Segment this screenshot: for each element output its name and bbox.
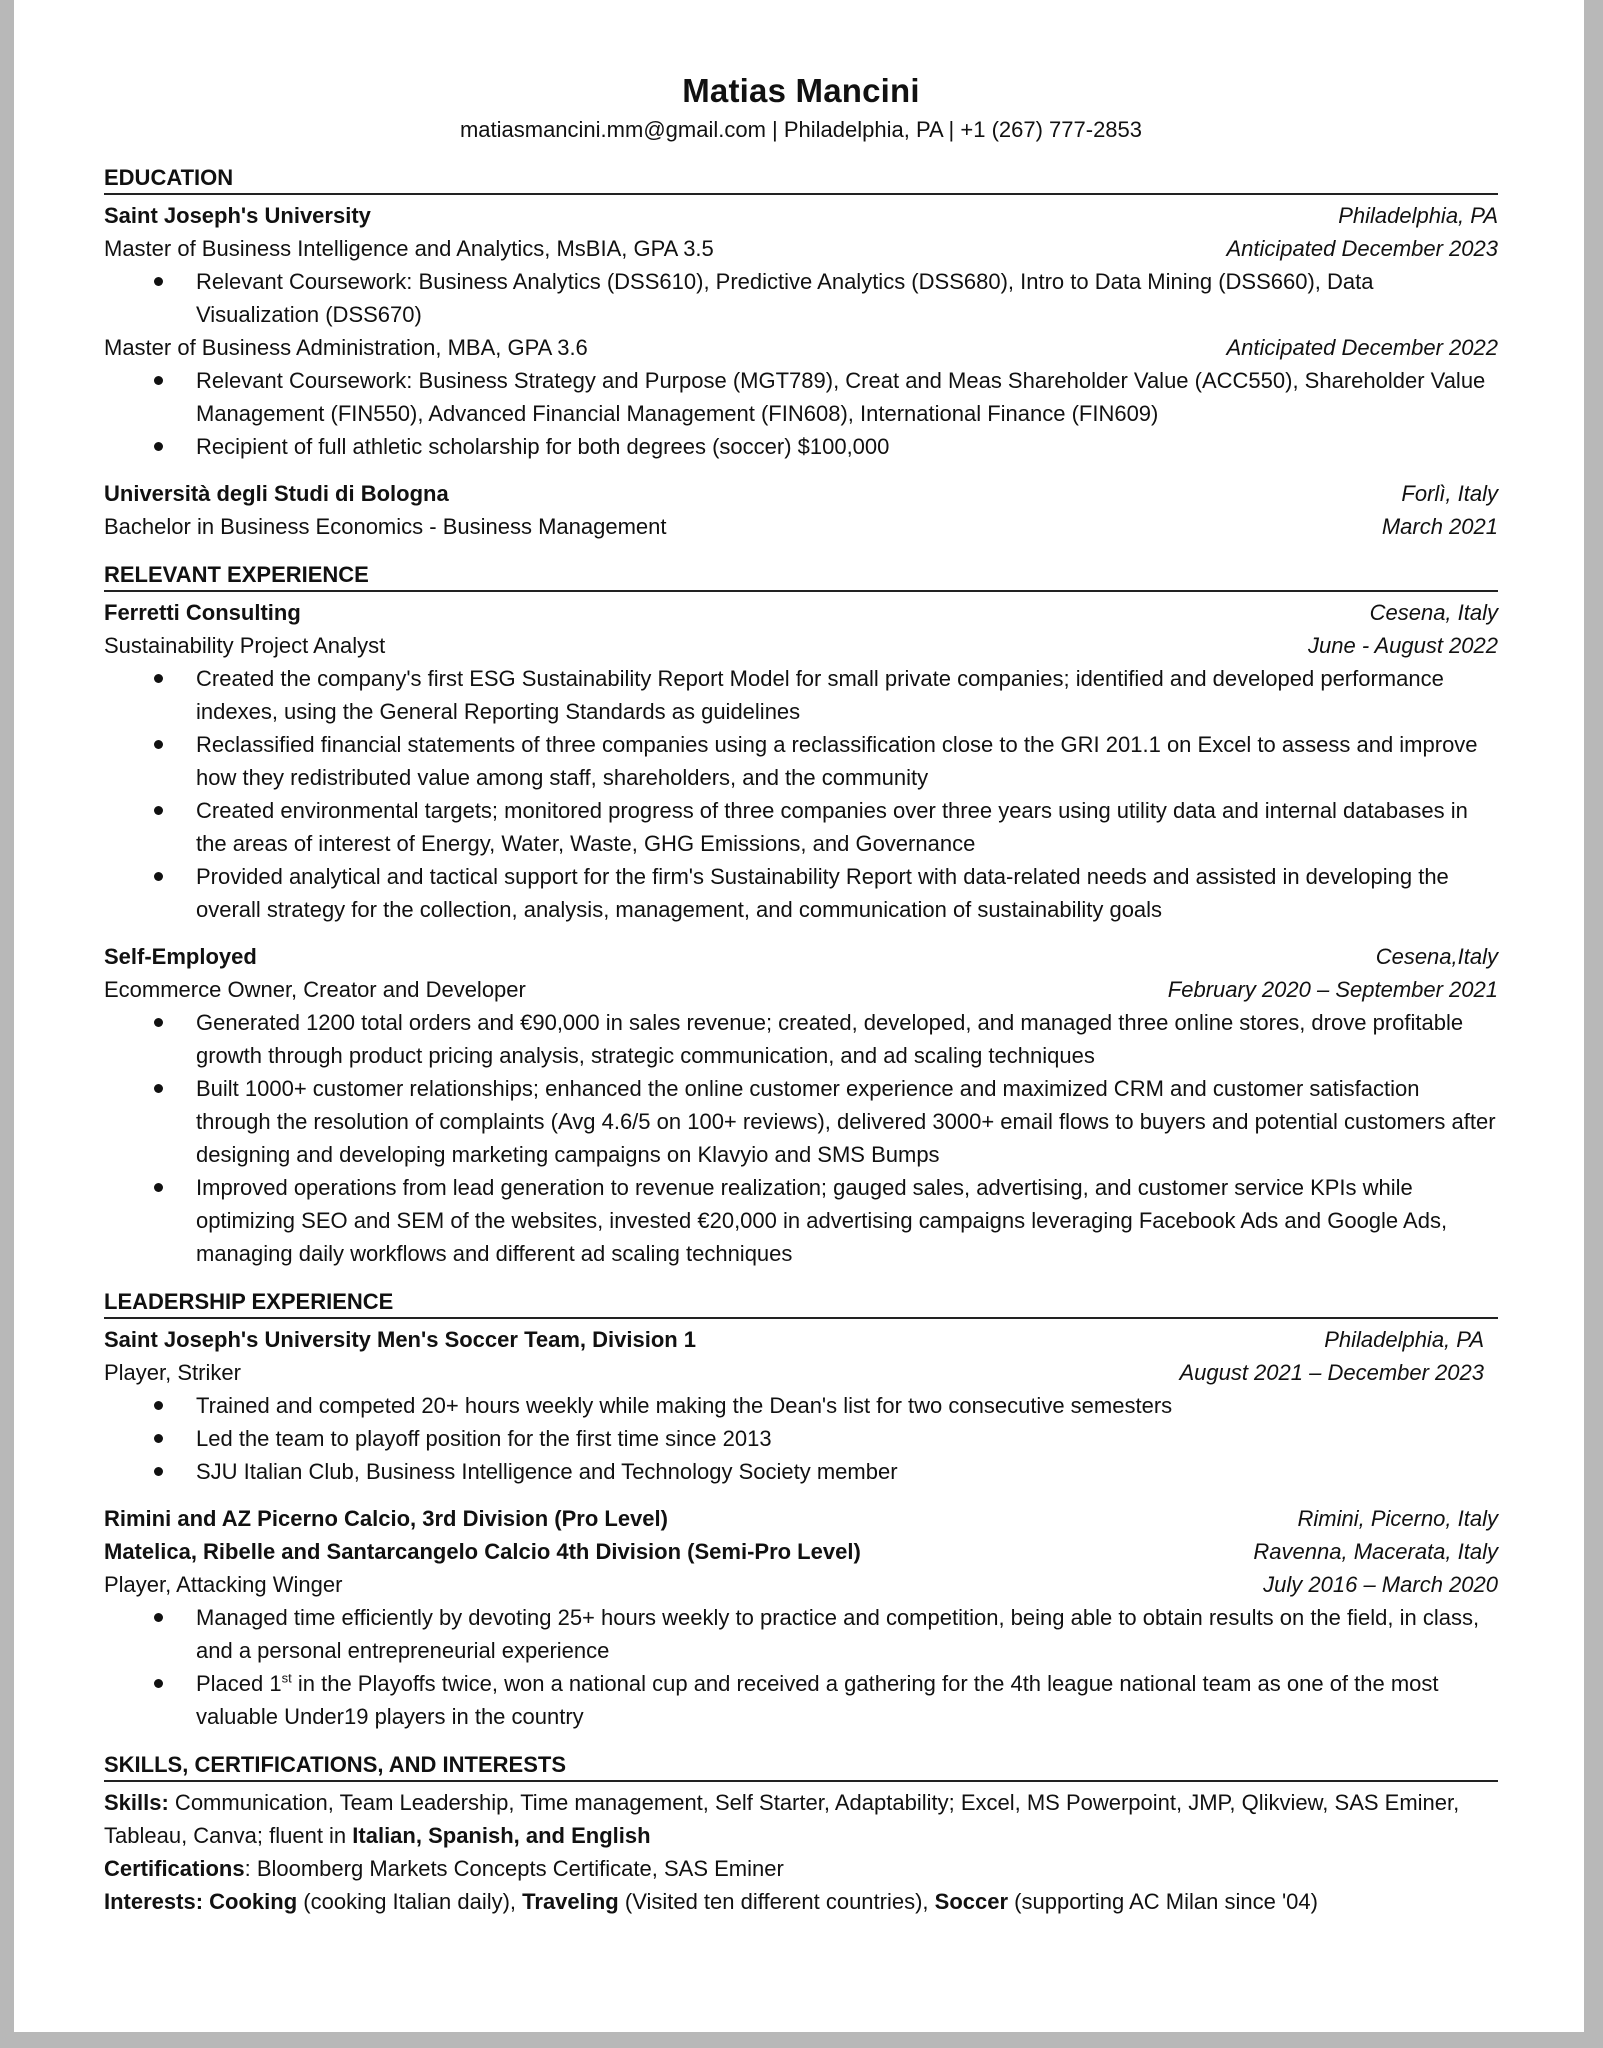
contact-line: matiasmancini.mm@gmail.com | Philadelphia, PA | +1 (267) 777-2853 (459, 117, 1143, 142)
degree-date: March 2021 (1381, 514, 1498, 539)
interest-cooking-label: Cooking (203, 1889, 298, 1914)
degree-date: Anticipated December 2022 (1226, 335, 1498, 360)
list-item: Created the company's first ESG Sustainability Report Model for small private companies; identified and developed performance indexes, using the General Reporting Standards as guidelines (196, 662, 1498, 728)
experience-entry-ferretti (104, 596, 1498, 926)
bullet-text: Placed 1 (196, 1671, 282, 1696)
degree-title: Bachelor in Business Economics - Business Management (104, 514, 667, 539)
degree-title: Master of Business Administration, MBA, GPA 3.6 (104, 335, 588, 360)
languages-text: Italian, Spanish, and English (352, 1823, 651, 1848)
experience-section (104, 561, 1498, 1270)
interest-soccer-label: Soccer (934, 1889, 1009, 1914)
leadership-entry-sju (104, 1323, 1498, 1488)
interests-label: Interests: (104, 1889, 204, 1914)
list-item: Relevant Coursework: Business Analytics (DSS610), Predictive Analytics (DSS680), Intro to Data Mining (DSS660), Data Visualization (DSS670) (196, 265, 1498, 331)
candidate-name: Matias Mancini (682, 72, 920, 109)
list-item: Generated 1200 total orders and €90,000 in sales revenue; created, developed, and managed three online stores, drove profitable growth through product pricing analysis, strategic communication, and ad scaling techniques (196, 1006, 1498, 1072)
certifications-line (104, 1852, 1498, 1885)
team-date: July 2016 – March 2020 (1263, 1572, 1498, 1597)
job-role: Ecommerce Owner, Creator and Developer (104, 977, 526, 1002)
education-entry-bologna (104, 477, 1498, 543)
list-item: Created environmental targets; monitored progress of three companies over three years using utility data and internal databases in the areas of interest of Energy, Water, Waste, GHG Emissions, and Governance (196, 794, 1498, 860)
section-title-leadership: LEADERSHIP EXPERIENCE (104, 1288, 1498, 1319)
list-item: Led the team to playoff position for the first time since 2013 (196, 1422, 1498, 1455)
resume-page (14, 0, 1584, 2032)
certifications-label: Certifications (104, 1856, 245, 1881)
team-location: Rimini, Picerno, Italy (1297, 1506, 1498, 1531)
list-item: Trained and competed 20+ hours weekly while making the Dean's list for two consecutive semesters (196, 1389, 1498, 1422)
section-title-skills: SKILLS, CERTIFICATIONS, AND INTERESTS (104, 1751, 1498, 1782)
skills-text: Communication, Team Leadership, Time management, Self Starter, Adaptability; Excel, MS Powerpoint, JMP, Qlikview, SAS Eminer, Tableau, Canva; fluent in (104, 1790, 1460, 1848)
interest-cooking-text: (cooking Italian daily), (297, 1889, 523, 1914)
team-name: Rimini and AZ Picerno Calcio, 3rd Division (Pro Level) (104, 1506, 668, 1531)
list-item: Reclassified financial statements of three companies using a reclassification close to the GRI 201.1 on Excel to assess and improve how they redistributed value among staff, shareholders, and the community (196, 728, 1498, 794)
list-item: Built 1000+ customer relationships; enhanced the online customer experience and maximized CRM and customer satisfaction through the resolution of complaints (Avg 4.6/5 on 100+ reviews), delivered 3000+ email flows to buyers and potential customers after designing and developing marketing campaigns on Klavyio and SMS Bumps (196, 1072, 1498, 1171)
resume-header (104, 70, 1498, 146)
bullet-list (104, 662, 1498, 926)
skills-label: Skills: (104, 1790, 169, 1815)
job-date: June - August 2022 (1308, 633, 1498, 658)
team-role: Player, Attacking Winger (104, 1572, 343, 1597)
experience-entry-self-employed (104, 940, 1498, 1270)
skills-section (104, 1751, 1498, 1918)
leadership-entry-pro (104, 1502, 1498, 1733)
bullet-list (104, 265, 1498, 331)
team-name: Matelica, Ribelle and Santarcangelo Calcio 4th Division (Semi-Pro Level) (104, 1539, 861, 1564)
interests-line (104, 1885, 1498, 1918)
skills-line (104, 1786, 1498, 1852)
bullet-list (104, 1389, 1498, 1488)
school-name: Saint Joseph's University (104, 203, 371, 228)
list-item: Provided analytical and tactical support for the firm's Sustainability Report with data-related needs and assisted in developing the overall strategy for the collection, analysis, management, and communication of sustainability goals (196, 860, 1498, 926)
leadership-section (104, 1288, 1498, 1733)
job-date: February 2020 – September 2021 (1167, 977, 1498, 1002)
team-role: Player, Striker (104, 1360, 241, 1385)
team-date: August 2021 – December 2023 (1179, 1360, 1484, 1385)
school-name: Università degli Studi di Bologna (104, 481, 449, 506)
team-location: Ravenna, Macerata, Italy (1253, 1539, 1498, 1564)
education-entry-sju (104, 199, 1498, 463)
list-item: Relevant Coursework: Business Strategy and Purpose (MGT789), Creat and Meas Shareholder Value (ACC550), Shareholder Value Management (FIN550), Advanced Financial Management (FIN608), International Finance (FIN609) (196, 364, 1498, 430)
interest-traveling-text: (Visited ten different countries), (618, 1889, 935, 1914)
school-location: Forlì, Italy (1401, 481, 1498, 506)
company-name: Self-Employed (104, 944, 257, 969)
interest-soccer-text: (supporting AC Milan since '04) (1008, 1889, 1318, 1914)
interest-traveling-label: Traveling (522, 1889, 619, 1914)
ordinal-suffix: st (281, 1670, 292, 1686)
company-location: Cesena, Italy (1369, 600, 1498, 625)
section-title-experience: RELEVANT EXPERIENCE (104, 561, 1498, 592)
list-item (196, 1667, 1498, 1733)
certifications-text: : Bloomberg Markets Concepts Certificate, SAS Eminer (244, 1856, 784, 1881)
section-title-education: EDUCATION (104, 164, 1498, 195)
list-item: Managed time efficiently by devoting 25+ hours weekly to practice and competition, being able to obtain results on the field, in class, and a personal entrepreneurial experience (196, 1601, 1498, 1667)
list-item: SJU Italian Club, Business Intelligence and Technology Society member (196, 1455, 1498, 1488)
list-item: Improved operations from lead generation to revenue realization; gauged sales, advertising, and customer service KPIs while optimizing SEO and SEM of the websites, invested €20,000 in advertising campaigns leveraging Facebook Ads and Google Ads, managing daily workflows and different ad scaling techniques (196, 1171, 1498, 1270)
school-location: Philadelphia, PA (1338, 203, 1498, 228)
team-location: Philadelphia, PA (1324, 1327, 1484, 1352)
degree-title: Master of Business Intelligence and Analytics, MsBIA, GPA 3.5 (104, 236, 714, 261)
bullet-list (104, 364, 1498, 463)
education-section (104, 164, 1498, 543)
job-role: Sustainability Project Analyst (104, 633, 386, 658)
team-name: Saint Joseph's University Men's Soccer Team, Division 1 (104, 1327, 697, 1352)
list-item: Recipient of full athletic scholarship for both degrees (soccer) $100,000 (196, 430, 1498, 463)
bullet-text: in the Playoffs twice, won a national cup and received a gathering for the 4th league national team as one of the most valuable Under19 players in the country (196, 1671, 1439, 1729)
bullet-list (104, 1006, 1498, 1270)
bullet-list (104, 1601, 1498, 1733)
company-location: Cesena,Italy (1375, 944, 1498, 969)
degree-date: Anticipated December 2023 (1226, 236, 1498, 261)
company-name: Ferretti Consulting (104, 600, 301, 625)
